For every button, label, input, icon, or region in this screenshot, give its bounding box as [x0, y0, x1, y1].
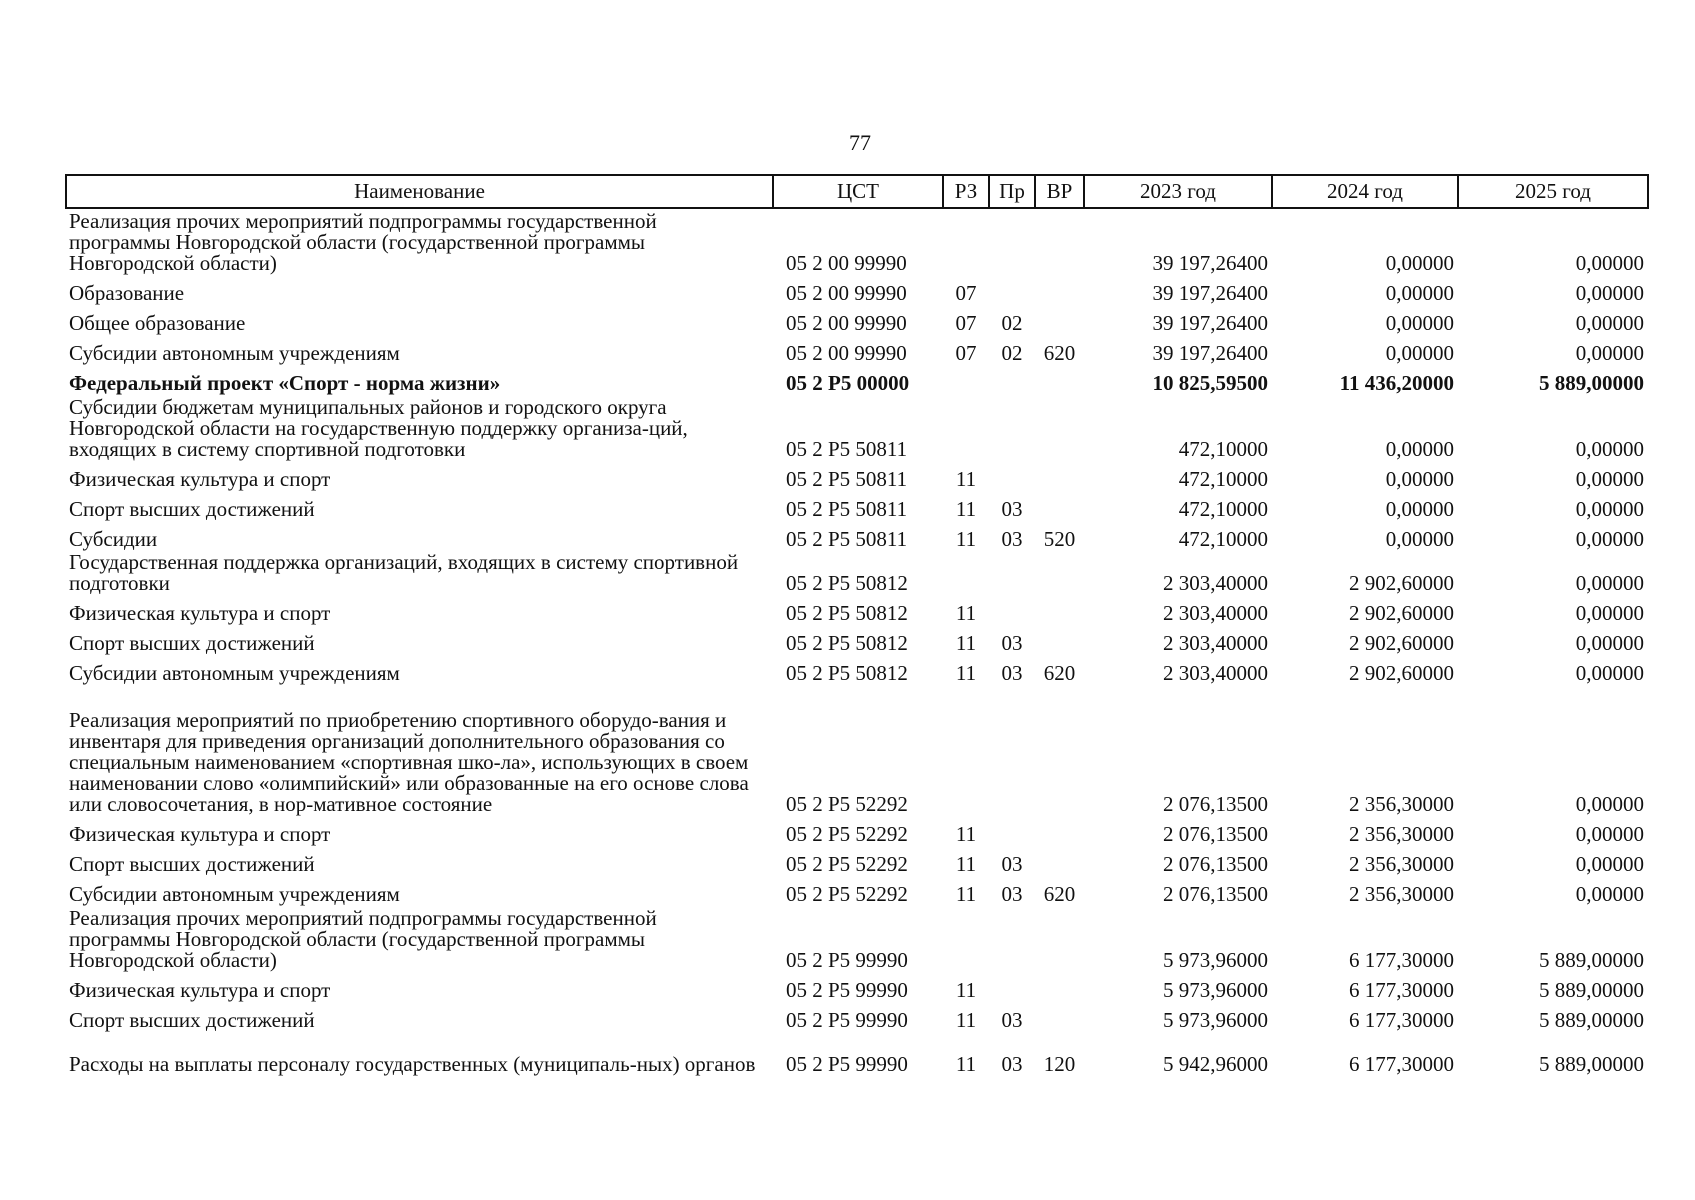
row-vr: 620	[1043, 341, 1076, 365]
row-pr	[989, 971, 1035, 1001]
row-2023: 5 942,96000	[1163, 1052, 1268, 1076]
row-rz	[943, 364, 989, 394]
row-cst: 05 2 P5 52292	[786, 882, 908, 906]
table-row	[66, 971, 1648, 1001]
row-2025: 5 889,00000	[1539, 948, 1644, 972]
table-row	[66, 1031, 1648, 1075]
row-name: Спорт высших достижений	[69, 497, 315, 521]
row-2025: 5 889,00000	[1539, 978, 1644, 1002]
row-rz: 11	[955, 882, 977, 906]
row-2024: 0,00000	[1385, 467, 1454, 491]
row-2024: 6 177,30000	[1349, 1008, 1454, 1032]
row-2025: 0,00000	[1575, 882, 1644, 906]
row-rz: 11	[955, 601, 977, 625]
header-rz: РЗ	[943, 175, 989, 208]
row-2023: 2 076,13500	[1163, 822, 1268, 846]
row-name: Расходы на выплаты персоналу государственных (муниципаль-ных) органов	[69, 1052, 756, 1076]
row-2023: 39 197,26400	[1152, 311, 1268, 335]
row-cst: 05 2 P5 52292	[786, 792, 908, 816]
row-pr: 03	[1001, 661, 1023, 685]
row-pr: 03	[1001, 1008, 1023, 1032]
row-vr: 620	[1043, 882, 1076, 906]
row-2023: 2 303,40000	[1163, 601, 1268, 625]
row-2024: 6 177,30000	[1349, 948, 1454, 972]
row-2023: 39 197,26400	[1152, 281, 1268, 305]
row-pr: 02	[1001, 311, 1023, 335]
row-pr	[989, 684, 1035, 815]
row-vr	[1035, 815, 1084, 845]
row-2025: 0,00000	[1575, 792, 1644, 816]
row-name: Субсидии автономным учреждениям	[69, 341, 400, 365]
row-2023: 2 076,13500	[1163, 882, 1268, 906]
row-2025: 0,00000	[1575, 527, 1644, 551]
row-2025: 0,00000	[1575, 852, 1644, 876]
row-2024: 2 902,60000	[1349, 631, 1454, 655]
row-pr	[989, 905, 1035, 971]
row-rz: 11	[955, 527, 977, 551]
row-pr: 03	[1001, 852, 1023, 876]
row-vr	[1035, 684, 1084, 815]
row-pr: 03	[1001, 1052, 1023, 1076]
row-rz: 07	[955, 311, 977, 335]
row-pr: 03	[1001, 497, 1023, 521]
row-rz	[943, 684, 989, 815]
table-body	[66, 208, 1648, 1075]
page-number: 77	[849, 130, 871, 155]
row-2023: 2 303,40000	[1163, 631, 1268, 655]
row-vr	[1035, 490, 1084, 520]
table-row	[66, 684, 1648, 815]
row-pr	[989, 550, 1035, 594]
row-name: Физическая культура и спорт	[69, 467, 331, 491]
row-2023: 10 825,59500	[1152, 371, 1268, 395]
table-row	[66, 334, 1648, 364]
row-vr	[1035, 550, 1084, 594]
row-2025: 0,00000	[1575, 822, 1644, 846]
row-rz: 11	[955, 631, 977, 655]
row-cst: 05 2 P5 50811	[786, 437, 908, 461]
row-vr	[1035, 208, 1084, 274]
row-2024: 0,00000	[1385, 311, 1454, 335]
table-row	[66, 520, 1648, 550]
row-2025: 0,00000	[1575, 311, 1644, 335]
row-vr	[1035, 971, 1084, 1001]
row-vr	[1035, 304, 1084, 334]
row-rz	[943, 550, 989, 594]
table-row	[66, 1001, 1648, 1031]
row-2023: 2 076,13500	[1163, 792, 1268, 816]
row-2025: 0,00000	[1575, 437, 1644, 461]
row-cst: 05 2 P5 50812	[786, 631, 908, 655]
row-name: Федеральный проект «Спорт - норма жизни»	[69, 371, 501, 395]
budget-table	[65, 174, 1649, 1075]
row-2024: 2 902,60000	[1349, 601, 1454, 625]
row-2024: 2 356,30000	[1349, 852, 1454, 876]
row-name: Субсидии автономным учреждениям	[69, 882, 400, 906]
table-row	[66, 490, 1648, 520]
row-2023: 2 303,40000	[1163, 661, 1268, 685]
row-pr	[989, 815, 1035, 845]
row-name: Образование	[69, 281, 185, 305]
row-2025: 5 889,00000	[1539, 371, 1644, 395]
row-vr	[1035, 594, 1084, 624]
row-2025: 0,00000	[1575, 251, 1644, 275]
row-cst: 05 2 P5 50811	[786, 467, 908, 491]
table-row	[66, 845, 1648, 875]
row-name: Спорт высших достижений	[69, 1008, 315, 1032]
row-2025: 0,00000	[1575, 281, 1644, 305]
row-2025: 0,00000	[1575, 467, 1644, 491]
row-pr: 03	[1001, 631, 1023, 655]
row-vr	[1035, 460, 1084, 490]
row-2023: 39 197,26400	[1152, 341, 1268, 365]
row-2024: 0,00000	[1385, 497, 1454, 521]
row-name: Реализация мероприятий по приобретению спортивного оборудо-вания и инвентаря для приведения организаций дополнительного образования со специальным наименованием «спортивная шко-ла», использующих в своем наименовании слово «олимпийский» или образованные на его основе слова или словосочетания, в нор-мативное состояние	[69, 708, 749, 816]
row-2023: 5 973,96000	[1163, 1008, 1268, 1032]
row-2024: 6 177,30000	[1349, 1052, 1454, 1076]
table-row	[66, 654, 1648, 684]
table-row	[66, 364, 1648, 394]
header-name: Наименование	[66, 175, 773, 208]
header-vr: ВР	[1035, 175, 1084, 208]
row-name: Общее образование	[69, 311, 246, 335]
row-rz: 11	[955, 1008, 977, 1032]
row-pr	[989, 274, 1035, 304]
row-2025: 0,00000	[1575, 601, 1644, 625]
row-2025: 5 889,00000	[1539, 1008, 1644, 1032]
row-rz: 11	[955, 852, 977, 876]
row-name: Физическая культура и спорт	[69, 601, 331, 625]
header-pr: Пр	[989, 175, 1035, 208]
header-2023: 2023 год	[1084, 175, 1272, 208]
row-2025: 0,00000	[1575, 497, 1644, 521]
row-name: Реализация прочих мероприятий подпрограммы государственной программы Новгородской области (государственной программы Новгородской области)	[69, 906, 657, 972]
row-rz: 11	[955, 467, 977, 491]
row-cst: 05 2 00 99990	[786, 251, 907, 275]
row-name: Физическая культура и спорт	[69, 978, 331, 1002]
row-rz: 11	[955, 497, 977, 521]
row-pr: 03	[1001, 527, 1023, 551]
table-row	[66, 274, 1648, 304]
table-row	[66, 875, 1648, 905]
row-2024: 0,00000	[1385, 281, 1454, 305]
row-2023: 5 973,96000	[1163, 948, 1268, 972]
row-vr	[1035, 905, 1084, 971]
row-2023: 2 076,13500	[1163, 852, 1268, 876]
row-name: Государственная поддержка организаций, входящих в систему спортивной подготовки	[69, 550, 739, 595]
row-vr: 120	[1043, 1052, 1076, 1076]
table-row	[66, 460, 1648, 490]
row-2024: 2 356,30000	[1349, 882, 1454, 906]
row-2024: 2 356,30000	[1349, 822, 1454, 846]
row-2024: 0,00000	[1385, 527, 1454, 551]
row-pr	[989, 394, 1035, 460]
row-cst: 05 2 00 99990	[786, 311, 907, 335]
row-2025: 0,00000	[1575, 661, 1644, 685]
row-vr	[1035, 624, 1084, 654]
table-row	[66, 905, 1648, 971]
row-rz	[943, 394, 989, 460]
header-2025: 2025 год	[1458, 175, 1648, 208]
table-row	[66, 208, 1648, 274]
row-cst: 05 2 P5 99990	[786, 978, 908, 1002]
table-row	[66, 394, 1648, 460]
row-cst: 05 2 P5 99990	[786, 1008, 908, 1032]
table-row	[66, 594, 1648, 624]
row-rz	[943, 208, 989, 274]
header-cst: ЦСТ	[773, 175, 943, 208]
row-vr	[1035, 1001, 1084, 1031]
table-row	[66, 815, 1648, 845]
row-cst: 05 2 P5 50811	[786, 527, 908, 551]
row-pr	[989, 594, 1035, 624]
row-cst: 05 2 P5 50811	[786, 497, 908, 521]
row-name: Субсидии бюджетам муниципальных районов и городского округа Новгородской области на государственную поддержку организа-ций, входящих в систему спортивной подготовки	[69, 395, 688, 461]
row-2023: 2 303,40000	[1163, 571, 1268, 595]
row-2024: 2 356,30000	[1349, 792, 1454, 816]
row-vr: 620	[1043, 661, 1076, 685]
row-cst: 05 2 P5 00000	[786, 371, 910, 395]
row-pr: 03	[1001, 882, 1023, 906]
row-2025: 0,00000	[1575, 571, 1644, 595]
table-row	[66, 550, 1648, 594]
row-vr	[1035, 364, 1084, 394]
row-cst: 05 2 P5 99990	[786, 1052, 908, 1076]
table-row	[66, 624, 1648, 654]
row-cst: 05 2 P5 52292	[786, 852, 908, 876]
row-2024: 0,00000	[1385, 251, 1454, 275]
row-rz	[943, 905, 989, 971]
row-vr	[1035, 394, 1084, 460]
row-cst: 05 2 P5 50812	[786, 571, 908, 595]
row-cst: 05 2 P5 50812	[786, 601, 908, 625]
row-vr: 520	[1043, 527, 1076, 551]
row-name: Реализация прочих мероприятий подпрограммы государственной программы Новгородской области (государственной программы Новгородской области)	[69, 209, 657, 275]
row-2023: 472,10000	[1178, 437, 1268, 461]
row-vr	[1035, 845, 1084, 875]
row-cst: 05 2 P5 50812	[786, 661, 908, 685]
row-name: Спорт высших достижений	[69, 852, 315, 876]
row-2025: 5 889,00000	[1539, 1052, 1644, 1076]
row-2024: 11 436,20000	[1339, 371, 1454, 395]
row-2023: 472,10000	[1178, 527, 1268, 551]
row-rz: 11	[955, 1052, 977, 1076]
row-pr	[989, 364, 1035, 394]
row-cst: 05 2 P5 99990	[786, 948, 908, 972]
row-vr	[1035, 274, 1084, 304]
row-name: Физическая культура и спорт	[69, 822, 331, 846]
row-cst: 05 2 P5 52292	[786, 822, 908, 846]
header-2024: 2024 год	[1272, 175, 1458, 208]
row-rz: 11	[955, 822, 977, 846]
row-2023: 39 197,26400	[1152, 251, 1268, 275]
row-name: Субсидии	[69, 527, 158, 551]
row-name: Субсидии автономным учреждениям	[69, 661, 400, 685]
row-rz: 11	[955, 661, 977, 685]
row-2024: 0,00000	[1385, 437, 1454, 461]
row-cst: 05 2 00 99990	[786, 341, 907, 365]
row-pr: 02	[1001, 341, 1023, 365]
row-rz: 07	[955, 281, 977, 305]
table-row	[66, 304, 1648, 334]
row-2023: 472,10000	[1178, 497, 1268, 521]
row-2025: 0,00000	[1575, 341, 1644, 365]
row-2024: 2 902,60000	[1349, 571, 1454, 595]
row-rz: 11	[955, 978, 977, 1002]
row-2023: 5 973,96000	[1163, 978, 1268, 1002]
row-2025: 0,00000	[1575, 631, 1644, 655]
row-pr	[989, 460, 1035, 490]
row-2024: 6 177,30000	[1349, 978, 1454, 1002]
row-2024: 2 902,60000	[1349, 661, 1454, 685]
row-2024: 0,00000	[1385, 341, 1454, 365]
table-header	[66, 175, 1648, 208]
row-2023: 472,10000	[1178, 467, 1268, 491]
row-cst: 05 2 00 99990	[786, 281, 907, 305]
row-name: Спорт высших достижений	[69, 631, 315, 655]
row-rz: 07	[955, 341, 977, 365]
row-pr	[989, 208, 1035, 274]
